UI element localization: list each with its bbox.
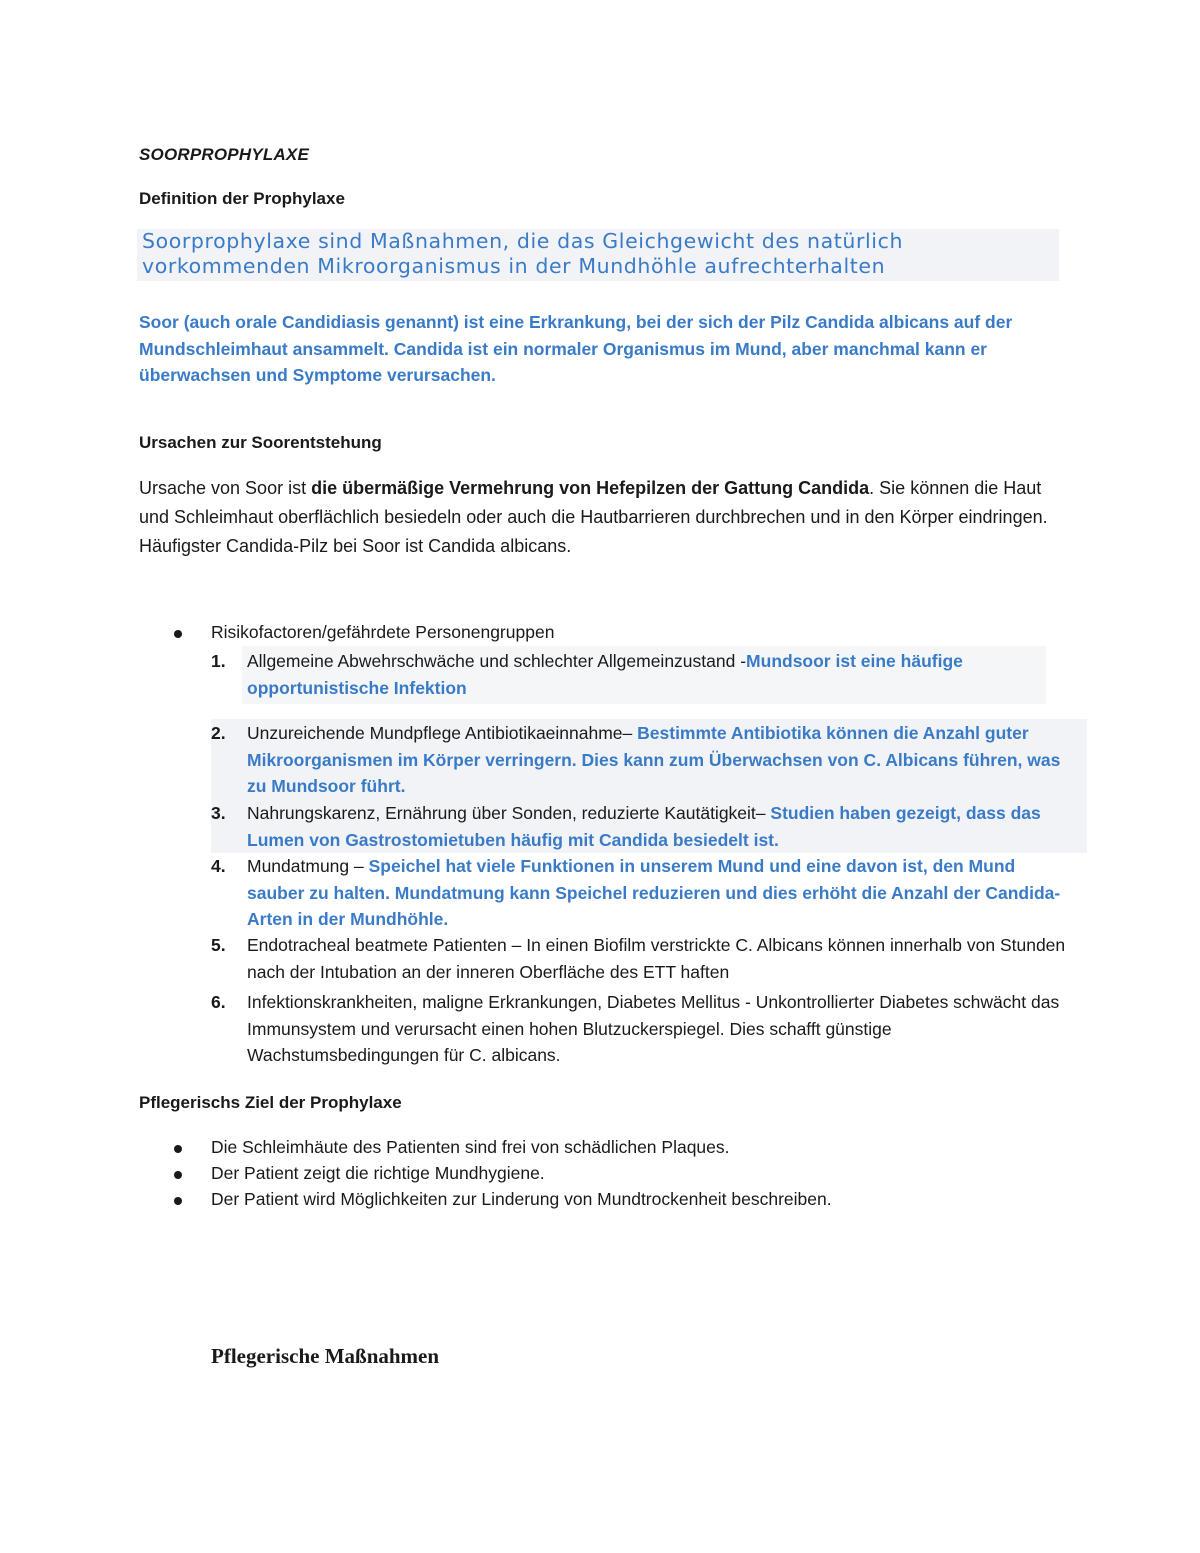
ziel-bullet-label: Die Schleimhäute des Patienten sind frei von schädlichen Plaques. bbox=[211, 1137, 730, 1157]
document-title: SOORPROPHYLAXE bbox=[139, 145, 309, 164]
bullet-icon bbox=[174, 1197, 182, 1205]
ursachen-heading: Ursachen zur Soorentstehung bbox=[139, 433, 382, 452]
list-item bbox=[211, 989, 1071, 1069]
list-item bbox=[211, 932, 1071, 985]
list-item-number: 6. bbox=[211, 992, 226, 1012]
ziel-bullet-label: Der Patient zeigt die richtige Mundhygiene. bbox=[211, 1163, 545, 1183]
list-item-text: Nahrungskarenz, Ernährung über Sonden, reduzierte Kautätigkeit– bbox=[247, 803, 771, 823]
list-item bbox=[211, 853, 1071, 933]
list-item bbox=[211, 800, 1071, 853]
list-item-blue: Bestimmte Antibiotika können die Anzahl guter Mikroorganismen im Körper verringern. Dies kann zum Überwachsen von C. Albicans führen, was zu Mundsoor führt. bbox=[247, 723, 1061, 796]
definition-heading: Definition der Prophylaxe bbox=[139, 189, 345, 208]
ziel-bullet-label: Der Patient wird Möglichkeiten zur Linderung von Mundtrockenheit beschreiben. bbox=[211, 1189, 832, 1209]
bullet-icon bbox=[174, 1171, 182, 1179]
list-item bbox=[211, 648, 1071, 701]
list-item-number: 4. bbox=[211, 856, 226, 876]
risk-bullet-label: Risikofactoren/gefährdete Personengruppen bbox=[211, 622, 555, 642]
soor-description: Soor (auch orale Candidiasis genannt) ist eine Erkrankung, bei der sich der Pilz Candida albicans auf der Mundschleimhaut ansammelt. Candida ist ein normaler Organismus im Mund, aber manchmal kann er überwachsen und Symptome verursachen. bbox=[139, 312, 1013, 385]
list-item-number: 1. bbox=[211, 651, 226, 671]
list-item-number: 3. bbox=[211, 803, 226, 823]
ursache-post: . Sie können die Haut und Schleimhaut oberflächlich besiedeln oder auch die Hautbarrieren durchbrechen und in den Körper eindringen. Häufigster Candida-Pilz bei Soor ist Candida albicans. bbox=[139, 478, 1048, 556]
ursache-paragraph bbox=[139, 474, 1069, 561]
list-item-text: Unzureichende Mundpflege Antibiotikaeinnahme– bbox=[247, 723, 638, 743]
ursache-bold: die übermäßige Vermehrung von Hefepilzen der Gattung Candida bbox=[311, 478, 870, 498]
list-item-text: Endotracheal beatmete Patienten – In einen Biofilm verstrickte C. Albicans können innerhalb von Stunden nach der Intubation an der inneren Oberfläche des ETT haften bbox=[247, 935, 1066, 982]
list-item-number: 2. bbox=[211, 723, 226, 743]
bullet-icon bbox=[174, 1145, 182, 1153]
definition-text: Soorprophylaxe sind Maßnahmen, die das Gleichgewicht des natürlich vorkommenden Mikroorganismus in der Mundhöhle aufrechterhalten bbox=[142, 229, 904, 278]
list-item-number: 5. bbox=[211, 935, 226, 955]
list-item-text: Allgemeine Abwehrschwäche und schlechter Allgemeinzustand - bbox=[247, 651, 747, 671]
ursache-pre: Ursache von Soor ist bbox=[139, 478, 312, 498]
list-item-text: Infektionskrankheiten, maligne Erkrankungen, Diabetes Mellitus - Unkontrollierter Diabetes schwächt das Immunsystem und verursacht einen hohen Blutzuckerspiegel. Dies schafft günstige Wachstumsbedingungen für C. albicans. bbox=[247, 992, 1060, 1065]
massnahmen-heading: Pflegerische Maßnahmen bbox=[211, 1344, 440, 1368]
list-item-blue: Studien haben gezeigt, dass das Lumen von Gastrostomietuben häufig mit Candida besiedelt ist. bbox=[247, 803, 1041, 850]
list-item-text: Mundatmung – bbox=[247, 856, 369, 876]
list-item-blue: Mundsoor ist eine häufige opportunistische Infektion bbox=[247, 651, 963, 698]
bullet-icon bbox=[174, 630, 182, 638]
list-item-blue: Speichel hat viele Funktionen in unserem Mund und eine davon ist, den Mund sauber zu halten. Mundatmung kann Speichel reduzieren und dies erhöht die Anzahl der Candida-Arten in der Mundhöhle. bbox=[247, 856, 1061, 929]
list-item bbox=[211, 720, 1071, 800]
ziel-heading: Pflegerischs Ziel der Prophylaxe bbox=[139, 1093, 402, 1112]
